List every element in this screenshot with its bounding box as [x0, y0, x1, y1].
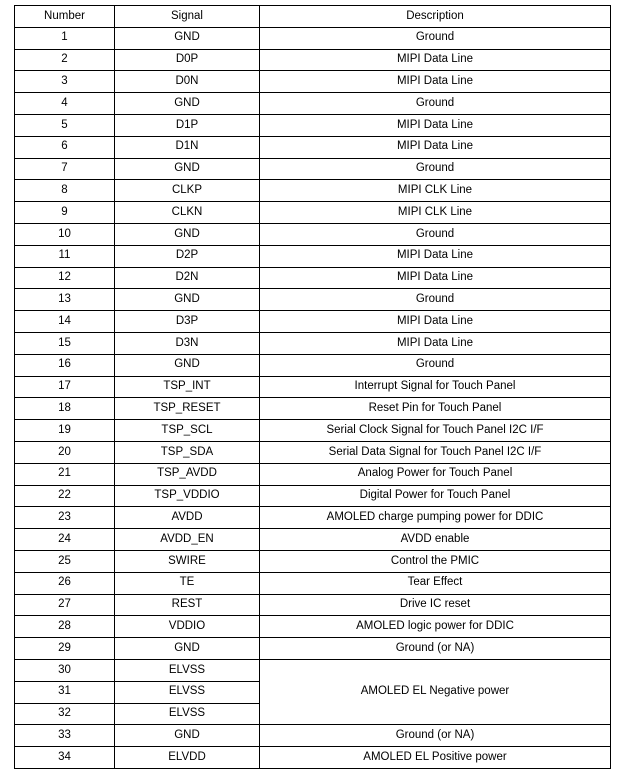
pin-description-cell: AMOLED logic power for DDIC — [260, 616, 611, 638]
pin-description-cell: Ground (or NA) — [260, 725, 611, 747]
pin-signal-cell: TSP_SDA — [115, 441, 260, 463]
pin-number-cell: 13 — [15, 289, 115, 311]
table-row — [15, 463, 611, 485]
pin-number-cell: 30 — [15, 659, 115, 681]
pin-description-cell: Ground — [260, 93, 611, 115]
table-row — [15, 49, 611, 71]
pin-signal-cell: GND — [115, 158, 260, 180]
pin-signal-cell: AVDD — [115, 507, 260, 529]
pin-description-cell: MIPI Data Line — [260, 245, 611, 267]
pin-number-cell: 20 — [15, 441, 115, 463]
table-row — [15, 398, 611, 420]
pin-number-cell: 2 — [15, 49, 115, 71]
table-row — [15, 71, 611, 93]
pin-number-cell: 24 — [15, 529, 115, 551]
pin-number-cell: 33 — [15, 725, 115, 747]
pin-signal-cell: ELVSS — [115, 659, 260, 681]
pin-number-cell: 17 — [15, 376, 115, 398]
table-row — [15, 311, 611, 333]
table-row — [15, 245, 611, 267]
pin-number-cell: 4 — [15, 93, 115, 115]
pin-signal-cell: SWIRE — [115, 550, 260, 572]
pin-number-cell: 3 — [15, 71, 115, 93]
table-row — [15, 485, 611, 507]
pin-number-cell: 34 — [15, 747, 115, 769]
pin-description-cell: Interrupt Signal for Touch Panel — [260, 376, 611, 398]
pin-description-cell: AMOLED charge pumping power for DDIC — [260, 507, 611, 529]
pin-description-cell: AVDD enable — [260, 529, 611, 551]
pin-description-cell: MIPI Data Line — [260, 71, 611, 93]
table-row — [15, 376, 611, 398]
pin-signal-cell: REST — [115, 594, 260, 616]
table-row — [15, 332, 611, 354]
pin-number-cell: 16 — [15, 354, 115, 376]
pin-description-cell: MIPI Data Line — [260, 311, 611, 333]
table-row — [15, 289, 611, 311]
pin-signal-cell: ELVSS — [115, 703, 260, 725]
pin-number-cell: 7 — [15, 158, 115, 180]
pin-number-cell: 8 — [15, 180, 115, 202]
table-row — [15, 594, 611, 616]
pin-number-cell: 15 — [15, 332, 115, 354]
table-row — [15, 114, 611, 136]
table-row — [15, 27, 611, 49]
pin-description-merged-cell: AMOLED EL Negative power — [260, 659, 611, 724]
pin-number-cell: 6 — [15, 136, 115, 158]
pin-signal-cell: D3P — [115, 311, 260, 333]
pin-signal-cell: TSP_VDDIO — [115, 485, 260, 507]
pin-number-cell: 18 — [15, 398, 115, 420]
pin-signal-cell: TE — [115, 572, 260, 594]
pin-description-cell: MIPI Data Line — [260, 136, 611, 158]
pin-description-cell: Analog Power for Touch Panel — [260, 463, 611, 485]
pin-number-cell: 21 — [15, 463, 115, 485]
table-header-row — [15, 6, 611, 28]
pin-description-cell: Ground — [260, 223, 611, 245]
pin-signal-cell: D1P — [115, 114, 260, 136]
pin-description-cell: MIPI Data Line — [260, 114, 611, 136]
table-row — [15, 158, 611, 180]
table-row — [15, 202, 611, 224]
header-number: Number — [15, 6, 115, 28]
pin-signal-cell: TSP_AVDD — [115, 463, 260, 485]
pin-number-cell: 14 — [15, 311, 115, 333]
table-row — [15, 572, 611, 594]
pin-description-cell: MIPI CLK Line — [260, 202, 611, 224]
pin-signal-cell: AVDD_EN — [115, 529, 260, 551]
pin-description-cell: AMOLED EL Positive power — [260, 747, 611, 769]
pin-signal-cell: ELVSS — [115, 681, 260, 703]
pin-signal-cell: TSP_RESET — [115, 398, 260, 420]
pin-description-cell: MIPI Data Line — [260, 332, 611, 354]
pin-number-cell: 12 — [15, 267, 115, 289]
pin-description-cell: Ground — [260, 289, 611, 311]
pin-signal-cell: GND — [115, 93, 260, 115]
pin-description-cell: Serial Data Signal for Touch Panel I2C I/F — [260, 441, 611, 463]
table-row — [15, 507, 611, 529]
pin-number-cell: 23 — [15, 507, 115, 529]
pin-signal-cell: CLKP — [115, 180, 260, 202]
pin-signal-cell: D3N — [115, 332, 260, 354]
table-row — [15, 747, 611, 769]
pin-signal-cell: GND — [115, 638, 260, 660]
table-row — [15, 180, 611, 202]
pin-number-cell: 27 — [15, 594, 115, 616]
pin-definition-sheet — [14, 5, 611, 769]
pin-signal-cell: VDDIO — [115, 616, 260, 638]
pin-signal-cell: GND — [115, 27, 260, 49]
pin-number-cell: 1 — [15, 27, 115, 49]
table-row — [15, 441, 611, 463]
pin-signal-cell: GND — [115, 289, 260, 311]
pin-description-cell: Serial Clock Signal for Touch Panel I2C I/F — [260, 420, 611, 442]
pin-description-cell: MIPI Data Line — [260, 267, 611, 289]
pin-description-cell: Drive IC reset — [260, 594, 611, 616]
pin-description-cell: Reset Pin for Touch Panel — [260, 398, 611, 420]
pin-number-cell: 19 — [15, 420, 115, 442]
table-body — [15, 27, 611, 768]
pin-signal-cell: D2N — [115, 267, 260, 289]
pin-description-cell: Digital Power for Touch Panel — [260, 485, 611, 507]
pin-signal-cell: D2P — [115, 245, 260, 267]
pin-description-cell: Ground — [260, 354, 611, 376]
table-row — [15, 638, 611, 660]
table-row — [15, 354, 611, 376]
pin-signal-cell: GND — [115, 725, 260, 747]
table-row — [15, 93, 611, 115]
pin-signal-cell: ELVDD — [115, 747, 260, 769]
pin-definition-table — [14, 5, 611, 769]
pin-number-cell: 31 — [15, 681, 115, 703]
pin-signal-cell: CLKN — [115, 202, 260, 224]
pin-description-cell: Tear Effect — [260, 572, 611, 594]
pin-number-cell: 26 — [15, 572, 115, 594]
pin-number-cell: 10 — [15, 223, 115, 245]
pin-description-cell: Control the PMIC — [260, 550, 611, 572]
pin-number-cell: 5 — [15, 114, 115, 136]
header-signal: Signal — [115, 6, 260, 28]
pin-description-cell: Ground (or NA) — [260, 638, 611, 660]
pin-signal-cell: D1N — [115, 136, 260, 158]
pin-signal-cell: TSP_SCL — [115, 420, 260, 442]
table-row — [15, 659, 611, 681]
table-row — [15, 267, 611, 289]
table-row — [15, 529, 611, 551]
pin-description-cell: Ground — [260, 158, 611, 180]
pin-description-cell: MIPI Data Line — [260, 49, 611, 71]
table-row — [15, 223, 611, 245]
pin-number-cell: 9 — [15, 202, 115, 224]
pin-number-cell: 28 — [15, 616, 115, 638]
pin-signal-cell: D0P — [115, 49, 260, 71]
table-row — [15, 420, 611, 442]
pin-number-cell: 29 — [15, 638, 115, 660]
table-row — [15, 550, 611, 572]
pin-signal-cell: GND — [115, 223, 260, 245]
pin-number-cell: 22 — [15, 485, 115, 507]
pin-number-cell: 25 — [15, 550, 115, 572]
pin-number-cell: 32 — [15, 703, 115, 725]
pin-number-cell: 11 — [15, 245, 115, 267]
pin-description-cell: Ground — [260, 27, 611, 49]
pin-signal-cell: GND — [115, 354, 260, 376]
pin-description-cell: MIPI CLK Line — [260, 180, 611, 202]
header-description: Description — [260, 6, 611, 28]
pin-signal-cell: TSP_INT — [115, 376, 260, 398]
table-row — [15, 616, 611, 638]
table-row — [15, 136, 611, 158]
pin-signal-cell: D0N — [115, 71, 260, 93]
